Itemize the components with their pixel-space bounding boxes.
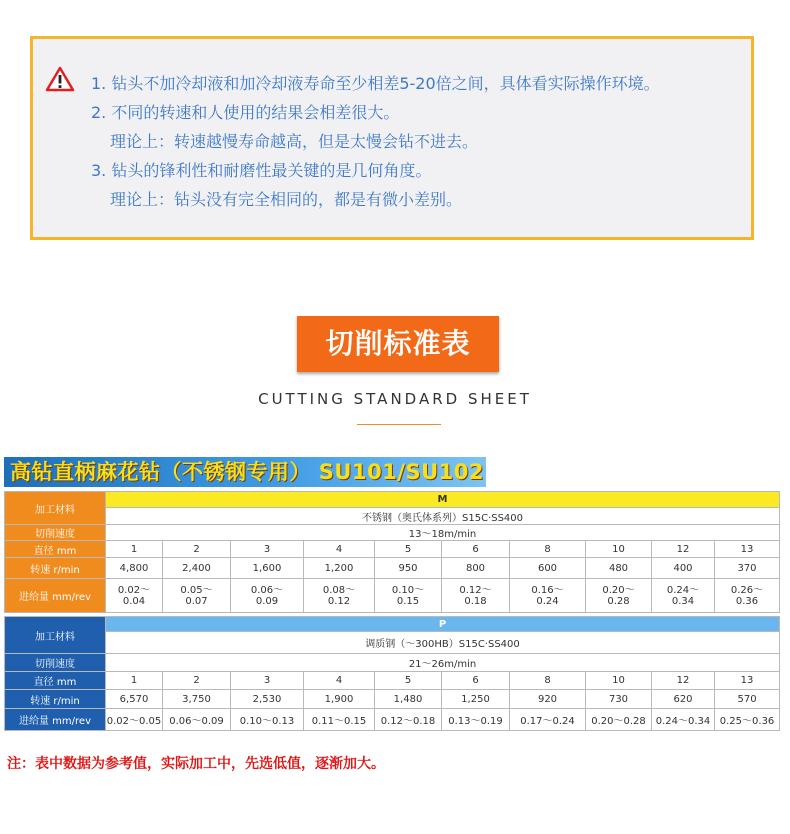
speed-label: 切削速度: [5, 525, 106, 541]
diameter-cell: 6: [442, 672, 510, 690]
feed-cell: [163, 579, 231, 613]
rpm-cell: 950: [375, 558, 442, 579]
rpm-cell: 800: [442, 558, 510, 579]
diameter-row: [5, 672, 780, 690]
feed-row: [5, 709, 780, 731]
feed-cell: [442, 579, 510, 613]
feed-max: 0.18: [464, 595, 487, 607]
footnote: 注：表中数据为参考值，实际加工中，先选低值，逐渐加大。: [7, 756, 385, 772]
rpm-cell: 570: [715, 690, 780, 709]
diameter-cell: 5: [375, 672, 442, 690]
feed-min: 0.06～: [250, 584, 284, 596]
diameter-cell: 13: [715, 672, 780, 690]
diameter-cell: 3: [231, 672, 304, 690]
diameter-cell: 2: [163, 672, 231, 690]
rpm-label: 转速 r/min: [5, 690, 106, 709]
cutting-table-p: [4, 616, 780, 731]
diameter-cell: 12: [652, 541, 715, 558]
feed-max: 0.28: [607, 595, 630, 607]
feed-cell: 0.10～0.13: [231, 709, 304, 731]
cutting-speed-value: 21～26m/min: [106, 654, 780, 672]
section-subtitle: CUTTING STANDARD SHEET: [258, 390, 532, 408]
diameter-cell: 1: [106, 541, 163, 558]
notice-line: 理论上：转速越慢寿命越高，但是太慢会钻不进去。: [110, 132, 479, 151]
feed-cell: 0.13～0.19: [442, 709, 510, 731]
diameter-cell: 8: [510, 541, 586, 558]
feed-min: 0.10～: [391, 584, 425, 596]
feed-cell: 0.25～0.36: [715, 709, 780, 731]
diameter-cell: 10: [586, 541, 652, 558]
feed-cell: 0.20～0.28: [586, 709, 652, 731]
notice-line: 理论上：钻头没有完全相同的，都是有微小差别。: [110, 190, 463, 209]
feed-cell: 0.12～0.18: [375, 709, 442, 731]
feed-cell: 0.06～0.09: [163, 709, 231, 731]
feed-max: 0.04: [122, 595, 146, 607]
rpm-cell: 480: [586, 558, 652, 579]
feed-cell: [715, 579, 780, 613]
feed-min: 0.08～: [322, 584, 356, 596]
feed-min: 0.12～: [459, 584, 492, 596]
feed-cell: [652, 579, 715, 613]
feed-max: 0.24: [536, 595, 559, 607]
feed-max: 0.07: [185, 595, 208, 607]
feed-label: 进给量 mm/rev: [5, 709, 106, 731]
feed-min: 0.24～: [666, 584, 700, 596]
rpm-label: 转速 r/min: [5, 558, 106, 579]
feed-cell: [304, 579, 375, 613]
notice-list: [91, 69, 660, 214]
diameter-cell: 1: [106, 672, 163, 690]
feed-cell: [106, 579, 163, 613]
notice-line: 1. 钻头不加冷却液和加冷却液寿命至少相差5-20倍之间，具体看实际操作环境。: [91, 74, 660, 93]
product-title-banner: 高钻直柄麻花钻（不锈钢专用） SU101/SU102: [4, 457, 486, 487]
feed-label: 进给量 mm/rev: [5, 579, 106, 613]
feed-cell: 0.11～0.15: [304, 709, 375, 731]
rpm-cell: 730: [586, 690, 652, 709]
feed-cell: 0.02～0.05: [106, 709, 163, 731]
feed-max: 0.34: [671, 595, 695, 607]
feed-min: 0.16～: [531, 584, 564, 596]
rpm-cell: 600: [510, 558, 586, 579]
diameter-cell: 6: [442, 541, 510, 558]
feed-cell: [375, 579, 442, 613]
diameter-cell: 10: [586, 672, 652, 690]
feed-cell: 0.24～0.34: [652, 709, 715, 731]
warning-icon: [45, 66, 75, 92]
subtitle-divider: [357, 424, 441, 425]
material-label: 加工材料: [5, 617, 106, 654]
rpm-cell: 1,200: [304, 558, 375, 579]
diameter-row: [5, 541, 780, 558]
material-label: 加工材料: [5, 492, 106, 525]
material-name: 调质钢（～300HB）S15C·SS400: [106, 632, 780, 654]
rpm-cell: 2,530: [231, 690, 304, 709]
feed-min: 0.26～: [730, 584, 764, 596]
feed-cell: [586, 579, 652, 613]
material-name: 不锈钢（奥氏体系列）S15C·SS400: [106, 508, 780, 525]
diameter-cell: 13: [715, 541, 780, 558]
rpm-row: [5, 690, 780, 709]
rpm-cell: 400: [652, 558, 715, 579]
rpm-cell: 1,600: [231, 558, 304, 579]
diameter-cell: 4: [304, 541, 375, 558]
feed-max: 0.09: [255, 595, 279, 607]
rpm-cell: 3,750: [163, 690, 231, 709]
feed-cell: [510, 579, 586, 613]
cutting-table-m: [4, 491, 780, 613]
diameter-cell: 4: [304, 672, 375, 690]
rpm-row: [5, 558, 780, 579]
notice-line: 2. 不同的转速和人使用的结果会相差很大。: [91, 103, 400, 122]
rpm-cell: 1,480: [375, 690, 442, 709]
feed-cell: 0.17～0.24: [510, 709, 586, 731]
rpm-cell: 1,250: [442, 690, 510, 709]
diameter-cell: 8: [510, 672, 586, 690]
notice-line: 3. 钻头的锋利性和耐磨性最关键的是几何角度。: [91, 161, 432, 180]
rpm-cell: 4,800: [106, 558, 163, 579]
rpm-cell: 2,400: [163, 558, 231, 579]
material-grade: M: [106, 492, 780, 508]
material-grade: P: [106, 617, 780, 632]
section-title: 切削标准表: [297, 316, 499, 372]
diameter-label: 直径 mm: [5, 672, 106, 690]
cutting-speed-value: 13～18m/min: [106, 525, 780, 541]
rpm-cell: 1,900: [304, 690, 375, 709]
rpm-cell: 370: [715, 558, 780, 579]
feed-min: 0.20～: [602, 584, 635, 596]
diameter-cell: 3: [231, 541, 304, 558]
diameter-label: 直径 mm: [5, 541, 106, 558]
feed-cell: [231, 579, 304, 613]
feed-max: 0.36: [735, 595, 759, 607]
speed-label: 切削速度: [5, 654, 106, 672]
notice-box: [30, 36, 754, 240]
feed-row: [5, 579, 780, 613]
rpm-cell: 6,570: [106, 690, 163, 709]
rpm-cell: 620: [652, 690, 715, 709]
rpm-cell: 920: [510, 690, 586, 709]
diameter-cell: 2: [163, 541, 231, 558]
feed-min: 0.05～: [180, 584, 213, 596]
feed-max: 0.15: [396, 595, 420, 607]
feed-min: 0.02～: [117, 584, 151, 596]
diameter-cell: 12: [652, 672, 715, 690]
feed-max: 0.12: [327, 595, 351, 607]
diameter-cell: 5: [375, 541, 442, 558]
